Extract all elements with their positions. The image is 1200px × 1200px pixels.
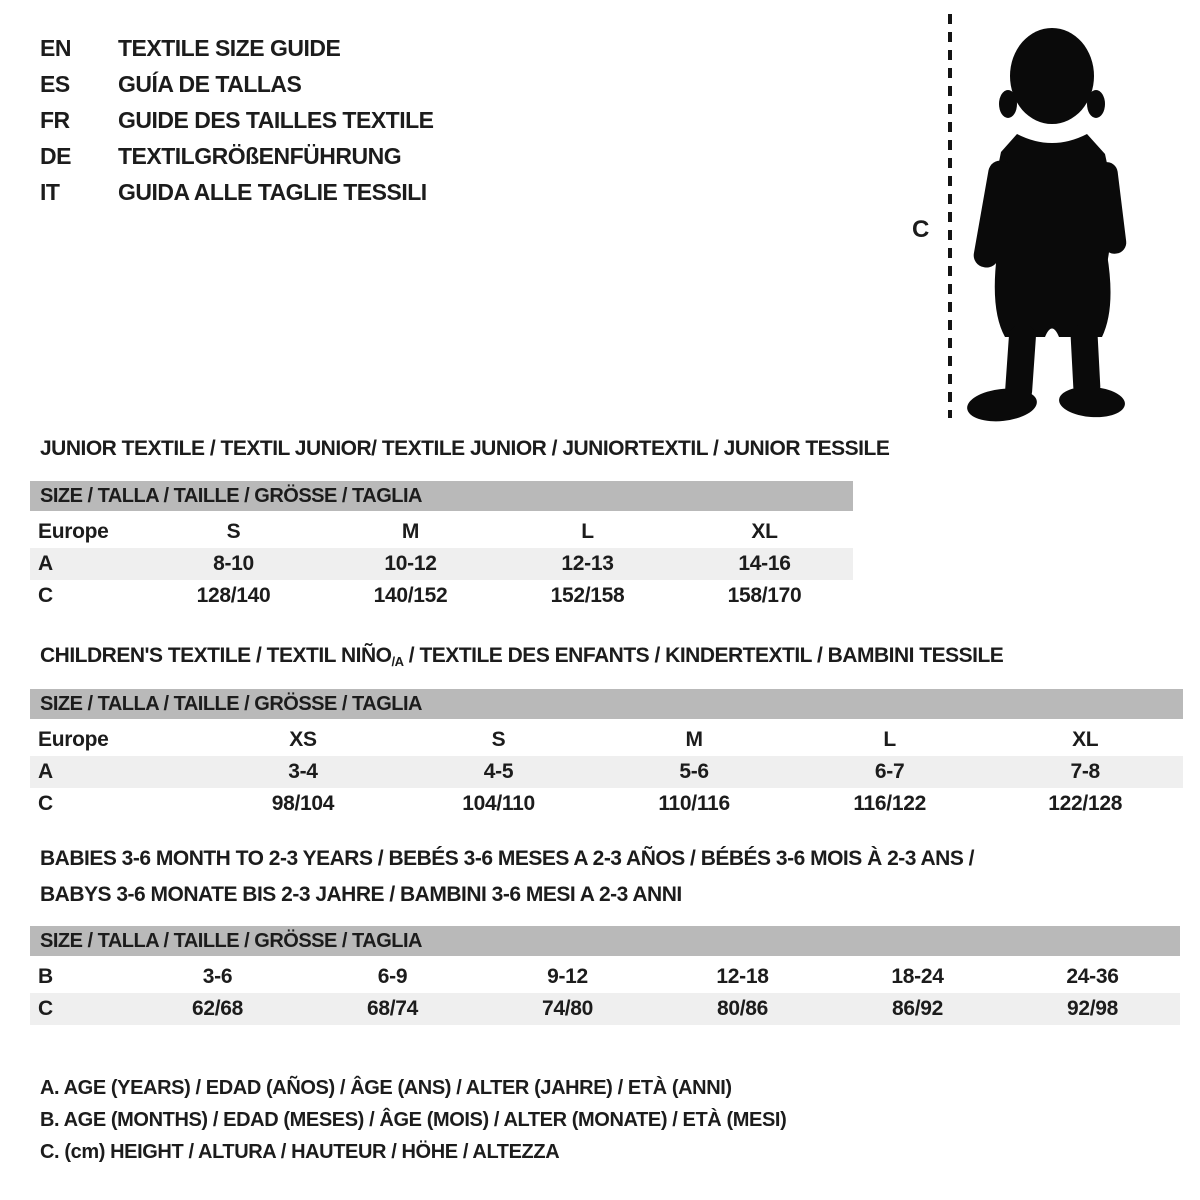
height-cell: 122/128: [1048, 792, 1123, 815]
guide-title: TEXTILE SIZE GUIDE: [118, 34, 341, 61]
age-cell: 9-12: [547, 965, 588, 988]
size-cell: XL: [1072, 728, 1099, 751]
age-cell: 18-24: [891, 965, 944, 988]
age-cell: 8-10: [213, 552, 254, 575]
guide-title: GUIDA ALLE TAGLIE TESSILI: [118, 178, 427, 205]
children-section-title: [40, 644, 1003, 669]
language-row: [40, 66, 434, 102]
height-dashed-line: [948, 14, 952, 418]
table-row: [30, 580, 853, 612]
height-cell: 74/80: [541, 997, 594, 1020]
junior-size-table: [30, 481, 853, 612]
age-cell: 5-6: [679, 760, 709, 783]
age-cell: 6-7: [874, 760, 905, 783]
toddler-silhouette-icon: [955, 12, 1150, 422]
age-cell: 7-8: [1070, 760, 1100, 783]
height-cell: 152/158: [550, 584, 625, 607]
language-code: ES: [40, 70, 70, 97]
age-cell: 14-16: [738, 552, 791, 575]
age-cell: 10-12: [384, 552, 437, 575]
language-row: [40, 174, 434, 210]
table-row: [30, 516, 853, 548]
size-cell: L: [883, 728, 896, 751]
language-code: EN: [40, 34, 71, 61]
children-title-pre: CHILDREN'S TEXTILE / TEXTIL NIÑO: [40, 644, 392, 667]
row-label: A: [38, 760, 53, 783]
size-header-bar: SIZE / TALLA / TAILLE / GRÖSSE / TAGLIA: [30, 481, 853, 511]
children-title-post: / TEXTILE DES ENFANTS / KINDERTEXTIL / BAMBINI TESSILE: [403, 644, 1004, 667]
size-header-bar: SIZE / TALLA / TAILLE / GRÖSSE / TAGLIA: [30, 689, 1183, 719]
age-cell: 3-4: [288, 760, 318, 783]
language-code: IT: [40, 178, 60, 205]
age-cell: 4-5: [483, 760, 514, 783]
table-row: [30, 993, 1180, 1025]
row-label: Europe: [38, 520, 109, 543]
table-row: [30, 961, 1180, 993]
height-measure-label: C: [912, 216, 930, 243]
language-row: [40, 138, 434, 174]
babies-size-table: [30, 926, 1180, 1025]
age-cell: 12-13: [561, 552, 614, 575]
language-title-block: [40, 30, 434, 210]
children-title-sub: /A: [391, 654, 404, 669]
language-row: [40, 102, 434, 138]
guide-title: GUIDE DES TAILLES TEXTILE: [118, 106, 434, 133]
size-cell: L: [581, 520, 594, 543]
height-cell: 92/98: [1066, 997, 1119, 1020]
row-label: A: [38, 552, 53, 575]
babies-section-title-line1: BABIES 3-6 MONTH TO 2-3 YEARS / BEBÉS 3-6 MESES A 2-3 AÑOS / BÉBÉS 3-6 MOIS À 2-3 ANS /: [40, 847, 975, 870]
row-label: C: [38, 792, 53, 815]
note-age-months: B. AGE (MONTHS) / EDAD (MESES) / ÂGE (MOIS) / ALTER (MONATE) / ETÀ (MESI): [40, 1109, 787, 1131]
size-cell: XS: [289, 728, 317, 751]
age-cell: 3-6: [202, 965, 233, 988]
language-code: FR: [40, 106, 70, 133]
table-row: [30, 724, 1183, 756]
size-cell: XL: [751, 520, 778, 543]
height-cell: 68/74: [366, 997, 419, 1020]
language-row: [40, 30, 434, 66]
note-age-years: A. AGE (YEARS) / EDAD (AÑOS) / ÂGE (ANS) / ALTER (JAHRE) / ETÀ (ANNI): [40, 1077, 732, 1099]
height-cell: 62/68: [191, 997, 244, 1020]
height-cell: 86/92: [891, 997, 944, 1020]
height-cell: 110/116: [658, 792, 730, 815]
note-height-cm: C. (cm) HEIGHT / ALTURA / HAUTEUR / HÖHE / ALTEZZA: [40, 1141, 560, 1163]
guide-title: TEXTILGRÖßENFÜHRUNG: [118, 142, 402, 169]
height-cell: 80/86: [716, 997, 769, 1020]
height-cell: 116/122: [853, 792, 926, 815]
babies-section-title-line2: BABYS 3-6 MONATE BIS 2-3 JAHRE / BAMBINI 3-6 MESI A 2-3 ANNI: [40, 883, 682, 906]
table-row: [30, 788, 1183, 820]
size-cell: M: [401, 520, 420, 543]
height-cell: 104/110: [462, 792, 535, 815]
junior-section-title: JUNIOR TEXTILE / TEXTIL JUNIOR/ TEXTILE JUNIOR / JUNIORTEXTIL / JUNIOR TESSILE: [40, 437, 890, 460]
height-cell: 140/152: [373, 584, 448, 607]
age-cell: 6-9: [377, 965, 408, 988]
row-label: Europe: [38, 728, 109, 751]
age-cell: 12-18: [716, 965, 769, 988]
language-code: DE: [40, 142, 71, 169]
age-cell: 24-36: [1066, 965, 1119, 988]
size-cell: M: [685, 728, 703, 751]
size-header-bar: SIZE / TALLA / TAILLE / GRÖSSE / TAGLIA: [30, 926, 1180, 956]
size-cell: S: [226, 520, 241, 543]
row-label: C: [38, 584, 53, 607]
height-cell: 98/104: [271, 792, 335, 815]
children-size-table: [30, 689, 1183, 820]
height-cell: 128/140: [196, 584, 271, 607]
guide-title: GUÍA DE TALLAS: [118, 70, 302, 97]
row-label: C: [38, 997, 53, 1020]
table-row: [30, 548, 853, 580]
table-row: [30, 756, 1183, 788]
height-cell: 158/170: [727, 584, 802, 607]
row-label: B: [38, 965, 53, 988]
legend-notes: [40, 1072, 786, 1168]
size-cell: S: [491, 728, 506, 751]
